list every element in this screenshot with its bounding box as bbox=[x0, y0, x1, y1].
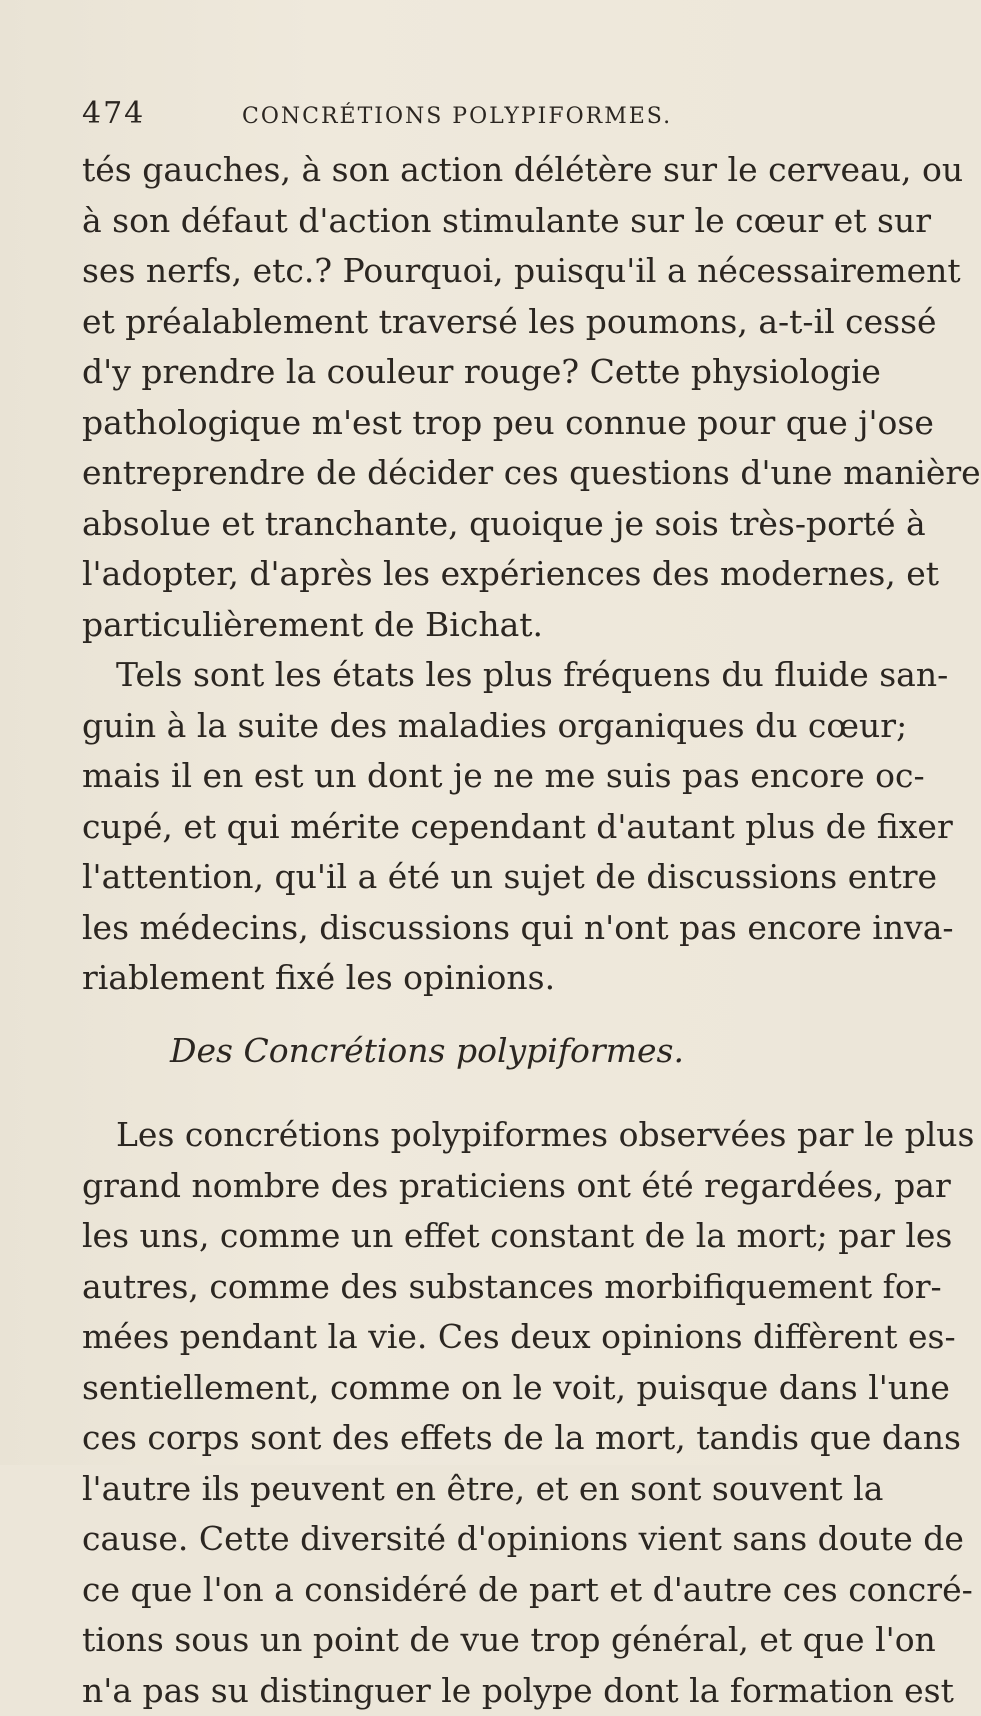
page-header bbox=[82, 96, 770, 136]
paragraph-2 bbox=[82, 650, 772, 1004]
text-line: ses nerfs, etc.? Pourquoi, puisqu'il a nécessairement bbox=[82, 246, 772, 297]
text-line: l'adopter, d'après les expériences des modernes, et bbox=[82, 549, 772, 600]
body-text bbox=[82, 145, 772, 1716]
text-line: les médecins, discussions qui n'ont pas encore inva- bbox=[82, 903, 772, 954]
text-line: pathologique m'est trop peu connue pour que j'ose bbox=[82, 398, 772, 449]
text-line: absolue et tranchante, quoique je sois très-porté à bbox=[82, 499, 772, 550]
text-line: Tels sont les états les plus fréquens du fluide san- bbox=[82, 650, 772, 701]
paragraph-3 bbox=[82, 1110, 772, 1716]
text-line: ce que l'on a considéré de part et d'autre ces concré- bbox=[82, 1565, 772, 1616]
text-line: autres, comme des substances morbifiquement for- bbox=[82, 1262, 772, 1313]
text-line: Les concrétions polypiformes observées par le plus bbox=[82, 1110, 772, 1161]
text-line: cupé, et qui mérite cependant d'autant plus de fixer bbox=[82, 802, 772, 853]
text-line: à son défaut d'action stimulante sur le cœur et sur bbox=[82, 196, 772, 247]
running-title: CONCRÉTIONS POLYPIFORMES. bbox=[242, 104, 672, 129]
text-line: tés gauches, à son action délétère sur le cerveau, ou bbox=[82, 145, 772, 196]
text-line: l'attention, qu'il a été un sujet de discussions entre bbox=[82, 852, 772, 903]
text-line: tions sous un point de vue trop général, et que l'on bbox=[82, 1615, 772, 1666]
section-heading: Des Concrétions polypiformes. bbox=[82, 1026, 772, 1077]
text-line: et préalablement traversé les poumons, a-t-il cessé bbox=[82, 297, 772, 348]
text-line: entreprendre de décider ces questions d'une manière bbox=[82, 448, 772, 499]
text-line: cause. Cette diversité d'opinions vient sans doute de bbox=[82, 1514, 772, 1565]
text-line: grand nombre des praticiens ont été regardées, par bbox=[82, 1161, 772, 1212]
text-line: d'y prendre la couleur rouge? Cette physiologie bbox=[82, 347, 772, 398]
text-line: n'a pas su distinguer le polype dont la formation est bbox=[82, 1666, 772, 1716]
text-line: guin à la suite des maladies organiques du cœur; bbox=[82, 701, 772, 752]
text-line: riablement fixé les opinions. bbox=[82, 953, 772, 1004]
text-line: mais il en est un dont je ne me suis pas encore oc- bbox=[82, 751, 772, 802]
text-line: ces corps sont des effets de la mort, tandis que dans bbox=[82, 1413, 772, 1464]
paragraph-1 bbox=[82, 145, 772, 650]
text-line: particulièrement de Bichat. bbox=[82, 600, 772, 651]
text-line: mées pendant la vie. Ces deux opinions diffèrent es- bbox=[82, 1312, 772, 1363]
text-line: sentiellement, comme on le voit, puisque dans l'une bbox=[82, 1363, 772, 1414]
page-number: 474 bbox=[82, 96, 242, 131]
text-line: les uns, comme un effet constant de la mort; par les bbox=[82, 1211, 772, 1262]
text-line: l'autre ils peuvent en être, et en sont souvent la bbox=[82, 1464, 772, 1515]
